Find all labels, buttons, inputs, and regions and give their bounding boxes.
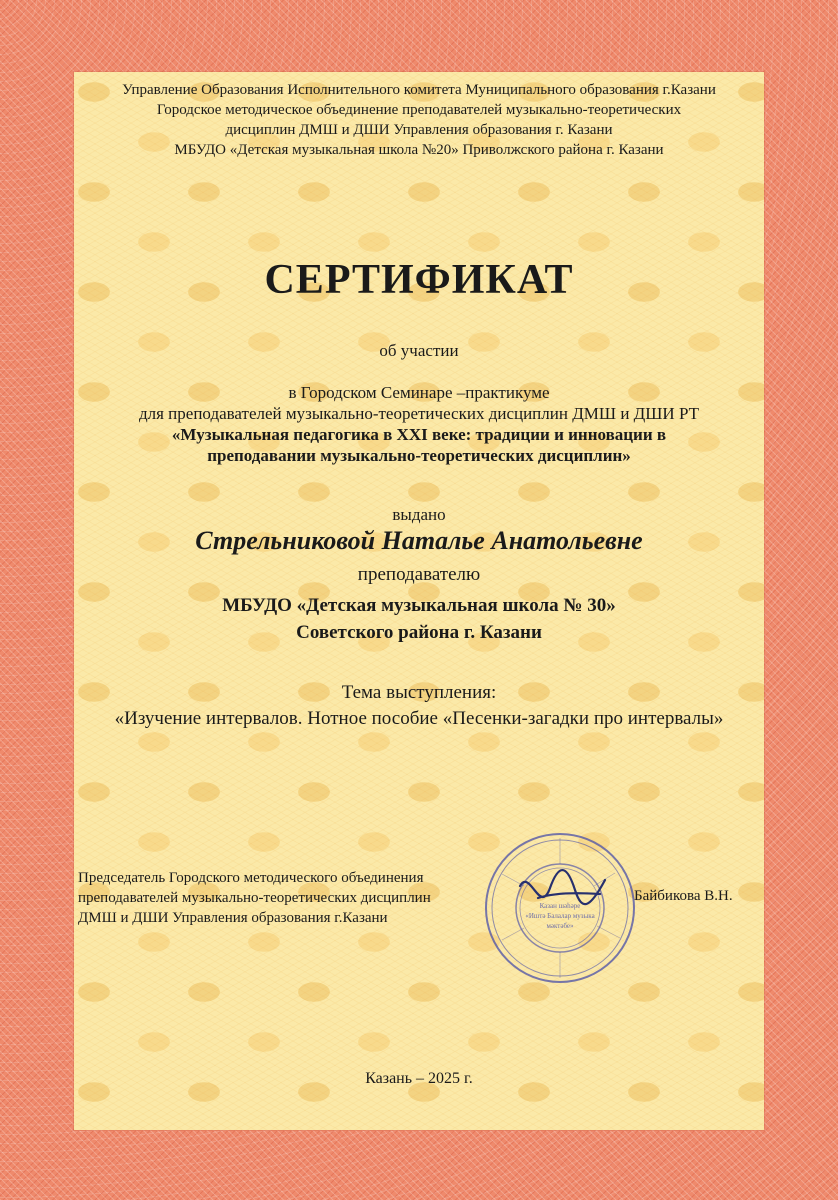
topic-text: «Изучение интервалов. Нотное пособие «Песенки-загадки про интервалы»	[114, 708, 724, 729]
school-block	[0, 592, 838, 646]
subtitle: об участии	[379, 341, 459, 360]
school-line-2: Советского района г. Казани	[296, 622, 542, 643]
recipient-name: Стрельниковой Наталье Анатольевне	[195, 526, 643, 555]
event-name-line-2: преподавании музыкально-теоретических дисциплин»	[207, 446, 631, 465]
header-block	[0, 80, 838, 160]
school-line-1: МБУДО «Детская музыкальная школа № 30»	[222, 595, 616, 616]
stamp-text-1: Казан шәһәре	[539, 902, 581, 910]
signatory-name: Байбикова В.Н.	[634, 888, 733, 904]
recipient-position: преподавателю	[357, 564, 481, 585]
event-name-line-1: «Музыкальная педагогика в XXI веке: традиции и инновации в	[171, 425, 667, 444]
header-line-1: Управление Образования Исполнительного комитета Муниципального образования г.Казани	[122, 82, 716, 98]
event-block	[0, 382, 838, 466]
signature-line-2: преподавателей музыкально-теоретических дисциплин	[78, 890, 431, 906]
certificate-title: СЕРТИФИКАТ	[264, 257, 574, 303]
header-line-4: МБУДО «Детская музыкальная школа №20» Приволжского района г. Казани	[174, 142, 664, 158]
header-line-3: дисциплин ДМШ и ДШИ Управления образования г. Казани	[225, 122, 613, 138]
signature-line-1: Председатель Городского методического объединения	[78, 870, 424, 886]
header-line-2: Городское методическое объединение преподавателей музыкально-теоретических	[156, 102, 682, 118]
issued-label: выдано	[392, 505, 446, 524]
topic-label: Тема выступления:	[341, 682, 497, 703]
signature-title-block	[78, 868, 518, 928]
event-line-1: в Городском Семинаре –практикуме	[288, 383, 550, 402]
event-line-2: для преподавателей музыкально-теоретических дисциплин ДМШ и ДШИ РТ	[138, 404, 699, 423]
stamp-text-3: мәктәбе»	[546, 922, 574, 930]
stamp-text-2: «Иштә Балалар музыка	[525, 912, 595, 920]
footer-place-date: Казань – 2025 г.	[365, 1070, 473, 1087]
signature-scribble	[520, 870, 605, 904]
signature-line-3: ДМШ и ДШИ Управления образования г.Казани	[78, 910, 388, 926]
